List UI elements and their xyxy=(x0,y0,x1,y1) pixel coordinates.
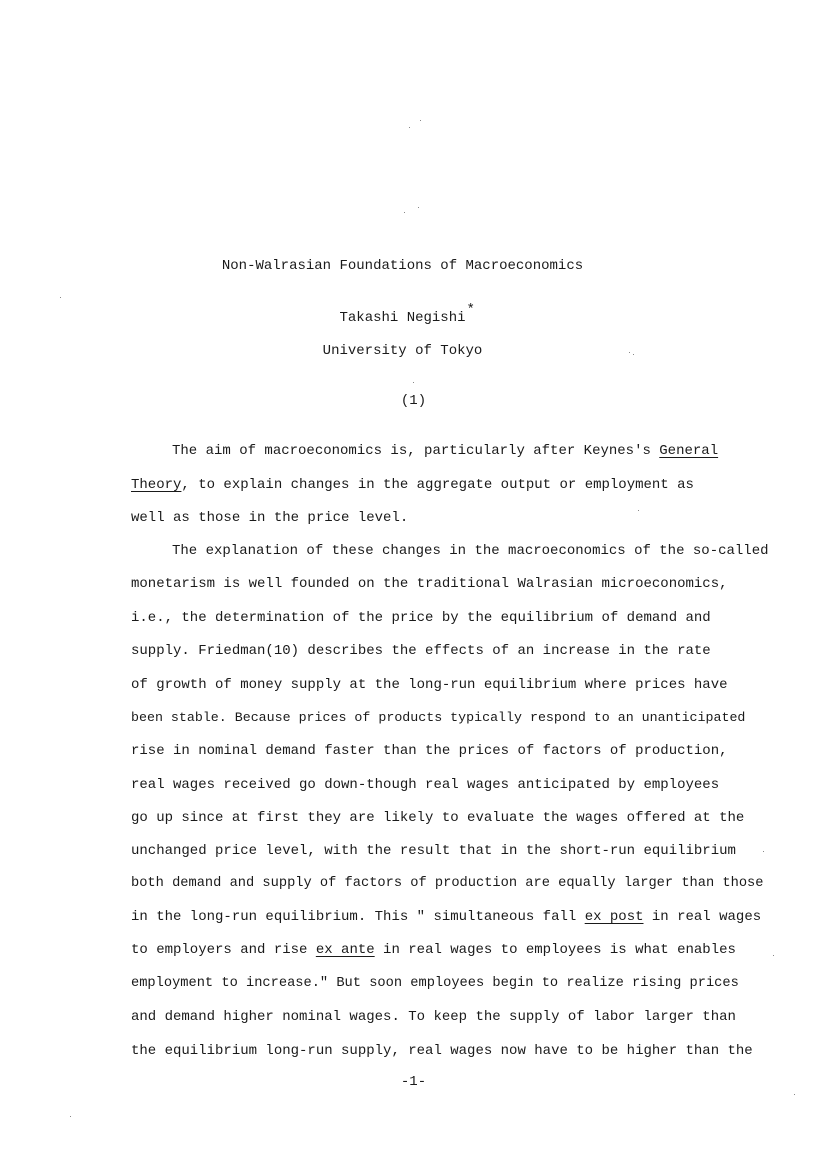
author-line xyxy=(0,302,805,326)
section-number: (1) xyxy=(400,393,427,409)
paragraph-line: of growth of money supply at the long-run equilibrium where prices have xyxy=(131,677,728,693)
paragraph-line: unchanged price level, with the result that in the short-run equilibrium xyxy=(131,843,736,859)
scan-speck xyxy=(629,352,630,353)
scan-speck xyxy=(420,120,421,121)
author-affiliation: University of Tokyo xyxy=(322,343,483,359)
scan-speck xyxy=(404,212,405,213)
scan-speck xyxy=(70,1116,71,1117)
text-run: in real wages to employees is what enables xyxy=(374,942,736,958)
text-run: in the long-run equilibrium. This " simultaneous fall xyxy=(131,909,585,925)
book-title-underlined: Theory xyxy=(131,477,182,493)
paragraph-line: both demand and supply of factors of production are equally larger than those xyxy=(131,876,764,891)
paragraph-line: supply. Friedman(10) describes the effects of an increase in the rate xyxy=(131,643,711,659)
scan-speck xyxy=(418,207,419,208)
paragraph-line: and demand higher nominal wages. To keep the supply of labor larger than xyxy=(131,1009,736,1025)
text-run: to employers and rise xyxy=(131,942,316,958)
footnote-mark: * xyxy=(466,302,475,318)
italic-term-underlined: ex ante xyxy=(315,942,375,958)
scan-speck xyxy=(60,297,61,298)
paragraph-line: been stable. Because prices of products typically respond to an unanticipated xyxy=(131,710,746,725)
paragraph-line xyxy=(131,941,736,959)
paragraph-line: employment to increase." But soon employees begin to realize rising prices xyxy=(131,976,739,991)
paragraph-line xyxy=(172,442,718,460)
text-run: , to explain changes in the aggregate output or employment as xyxy=(181,477,694,493)
italic-term-underlined: ex post xyxy=(584,909,644,925)
paragraph-line: i.e., the determination of the price by the equilibrium of demand and xyxy=(131,610,711,626)
paragraph-line: the equilibrium long-run supply, real wages now have to be higher than the xyxy=(131,1043,753,1059)
scan-speck xyxy=(638,510,639,511)
paragraph-line: The explanation of these changes in the macroeconomics of the so-called xyxy=(172,543,769,559)
paragraph-line: monetarism is well founded on the traditional Walrasian microeconomics, xyxy=(131,576,728,592)
scan-speck xyxy=(409,127,410,128)
page-number: -1- xyxy=(400,1074,427,1090)
scan-speck xyxy=(413,382,414,383)
scan-speck xyxy=(633,354,634,355)
paragraph-line: rise in nominal demand faster than the prices of factors of production, xyxy=(131,743,728,759)
scan-speck xyxy=(794,1094,795,1095)
scan-speck xyxy=(773,955,774,956)
text-run: The aim of macroeconomics is, particularly after Keynes's xyxy=(172,443,660,459)
paper-title: Non-Walrasian Foundations of Macroeconomics xyxy=(221,258,584,274)
paragraph-line: go up since at first they are likely to evaluate the wages offered at the xyxy=(131,810,745,826)
paragraph-line xyxy=(131,908,761,926)
book-title-underlined: General xyxy=(659,443,719,459)
scan-speck xyxy=(763,851,764,852)
text-run: in real wages xyxy=(643,909,762,925)
paragraph-line: real wages received go down-though real wages anticipated by employees xyxy=(131,777,720,793)
paragraph-line: well as those in the price level. xyxy=(131,510,409,526)
author-name: Takashi Negishi xyxy=(339,310,466,326)
paragraph-line xyxy=(131,476,694,494)
